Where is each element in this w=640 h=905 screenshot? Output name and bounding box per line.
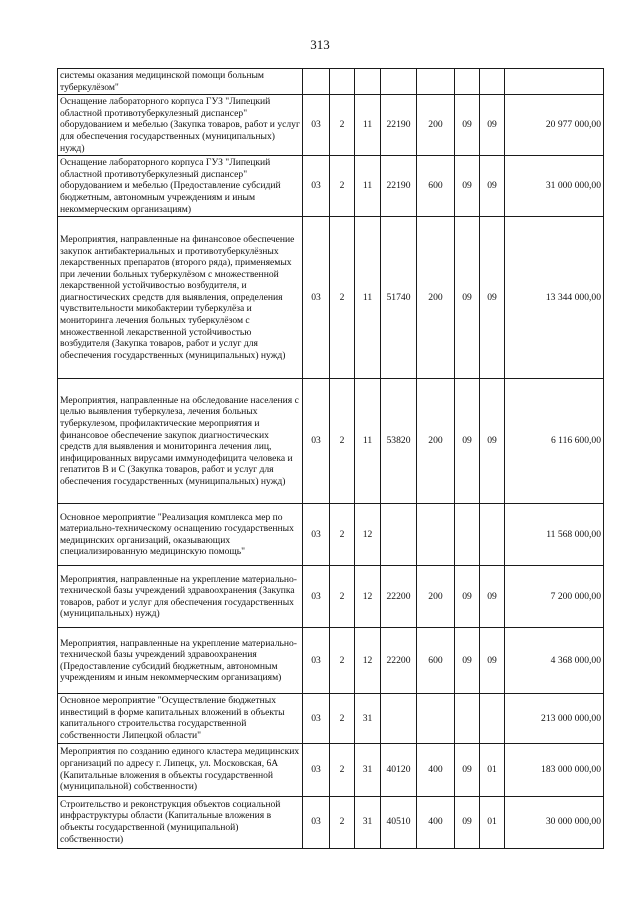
direction-code xyxy=(381,694,417,743)
row-description: Основное мероприятие "Осуществление бюджетных инвестиций в форме капитальных вложений в объекты капитального строительства государственной собственности Липецкой области" xyxy=(58,694,303,743)
direction-code: 53820 xyxy=(381,379,417,504)
expense-type-code: 600 xyxy=(417,156,455,217)
event-code: 31 xyxy=(355,796,381,848)
table-row xyxy=(58,566,604,628)
subprogram-code: 2 xyxy=(330,796,355,848)
direction-code: 22190 xyxy=(381,156,417,217)
table-row xyxy=(58,743,604,796)
subsection-code xyxy=(480,69,505,95)
amount: 30 000 000,00 xyxy=(505,796,604,848)
section-code: 09 xyxy=(455,743,480,796)
table-row xyxy=(58,69,604,95)
event-code: 11 xyxy=(355,217,381,379)
row-description: системы оказания медицинской помощи больным туберкулёзом" xyxy=(58,69,303,95)
direction-code xyxy=(381,504,417,566)
table-row xyxy=(58,95,604,156)
amount: 31 000 000,00 xyxy=(505,156,604,217)
amount: 11 568 000,00 xyxy=(505,504,604,566)
direction-code: 22200 xyxy=(381,628,417,694)
program-code: 03 xyxy=(303,628,330,694)
row-description: Мероприятия, направленные на обследование населения с целью выявления туберкулеза, лечения больных туберкулезом, профилактические мероприятия и финансовое обеспечение закупок диагностических средств для выявления и мониторинга лечения лиц, инфицированных вирусами иммунодефицита человека и гепатитов B и C (Закупка товаров, работ и услуг для обеспечения государственных (муниципальных) нужд) xyxy=(58,379,303,504)
section-code: 09 xyxy=(455,796,480,848)
amount: 6 116 600,00 xyxy=(505,379,604,504)
expense-type-code: 200 xyxy=(417,566,455,628)
amount: 13 344 000,00 xyxy=(505,217,604,379)
table-row xyxy=(58,628,604,694)
subsection-code: 09 xyxy=(480,379,505,504)
program-code xyxy=(303,69,330,95)
section-code: 09 xyxy=(455,217,480,379)
amount xyxy=(505,69,604,95)
subprogram-code: 2 xyxy=(330,504,355,566)
direction-code: 40120 xyxy=(381,743,417,796)
section-code: 09 xyxy=(455,628,480,694)
row-description: Строительство и реконструкция объектов социальной инфраструктуры области (Капитальные вложения в объекты государственной (муниципальной) собственности) xyxy=(58,796,303,848)
row-description: Оснащение лабораторного корпуса ГУЗ "Липецкий областной противотуберкулезный диспансер" оборудованием и мебелью (Закупка товаров, работ и услуг для обеспечения государственных (муниципальных) нужд) xyxy=(58,95,303,156)
direction-code xyxy=(381,69,417,95)
table-row xyxy=(58,379,604,504)
row-description: Мероприятия, направленные на укрепление материально-технической базы учреждений здравоохранения (Закупка товаров, работ и услуг для обеспечения государственных (муниципальных) нужд) xyxy=(58,566,303,628)
subprogram-code: 2 xyxy=(330,156,355,217)
subprogram-code: 2 xyxy=(330,379,355,504)
subsection-code xyxy=(480,504,505,566)
program-code: 03 xyxy=(303,743,330,796)
subsection-code: 01 xyxy=(480,796,505,848)
row-description: Оснащение лабораторного корпуса ГУЗ "Липецкий областной противотуберкулезный диспансер" оборудованием и мебелью (Предоставление субсидий бюджетным, автономным учреждениям и иным некоммерческим организациям) xyxy=(58,156,303,217)
subprogram-code: 2 xyxy=(330,743,355,796)
section-code: 09 xyxy=(455,95,480,156)
table-row xyxy=(58,504,604,566)
subsection-code: 09 xyxy=(480,566,505,628)
amount: 20 977 000,00 xyxy=(505,95,604,156)
subsection-code: 01 xyxy=(480,743,505,796)
subprogram-code: 2 xyxy=(330,694,355,743)
program-code: 03 xyxy=(303,566,330,628)
expense-type-code: 200 xyxy=(417,217,455,379)
subsection-code xyxy=(480,694,505,743)
section-code xyxy=(455,694,480,743)
event-code: 31 xyxy=(355,743,381,796)
subsection-code: 09 xyxy=(480,95,505,156)
subsection-code: 09 xyxy=(480,156,505,217)
program-code: 03 xyxy=(303,95,330,156)
section-code: 09 xyxy=(455,156,480,217)
subsection-code: 09 xyxy=(480,217,505,379)
event-code: 12 xyxy=(355,566,381,628)
section-code xyxy=(455,504,480,566)
subsection-code: 09 xyxy=(480,628,505,694)
row-description: Мероприятия по созданию единого кластера медицинских организаций по адресу г. Липецк, ул. Московская, 6А (Капитальные вложения в объекты государственной (муниципальной) собственности) xyxy=(58,743,303,796)
row-description: Основное мероприятие "Реализация комплекса мер по материально-техническому оснащению государственных медицинских организаций, оказывающих специализированную медицинскую помощь" xyxy=(58,504,303,566)
event-code: 11 xyxy=(355,379,381,504)
row-description: Мероприятия, направленные на финансовое обеспечение закупок антибактериальных и противотуберкулёзных лекарственных препаратов (второго ряда), применяемых при лечении больных туберкулёзом с множественной лекарственной устойчивостью возбудителя, и диагностических средств для выявления, определения чувствительности микобактерии туберкулёза и мониторинга лечения больных туберкулёзом с множественной лекарственной устойчивостью возбудителя (Закупка товаров, работ и услуг для обеспечения государственных (муниципальных) нужд) xyxy=(58,217,303,379)
expense-type-code: 400 xyxy=(417,796,455,848)
direction-code: 22200 xyxy=(381,566,417,628)
subprogram-code: 2 xyxy=(330,628,355,694)
direction-code: 22190 xyxy=(381,95,417,156)
direction-code: 51740 xyxy=(381,217,417,379)
expense-type-code xyxy=(417,504,455,566)
program-code: 03 xyxy=(303,379,330,504)
event-code xyxy=(355,69,381,95)
expense-type-code: 200 xyxy=(417,379,455,504)
table-row xyxy=(58,694,604,743)
amount: 213 000 000,00 xyxy=(505,694,604,743)
program-code: 03 xyxy=(303,504,330,566)
amount: 183 000 000,00 xyxy=(505,743,604,796)
expense-type-code xyxy=(417,694,455,743)
program-code: 03 xyxy=(303,694,330,743)
subprogram-code xyxy=(330,69,355,95)
event-code: 12 xyxy=(355,504,381,566)
expense-type-code: 600 xyxy=(417,628,455,694)
section-code xyxy=(455,69,480,95)
amount: 7 200 000,00 xyxy=(505,566,604,628)
amount: 4 368 000,00 xyxy=(505,628,604,694)
event-code: 11 xyxy=(355,95,381,156)
subprogram-code: 2 xyxy=(330,217,355,379)
section-code: 09 xyxy=(455,379,480,504)
event-code: 31 xyxy=(355,694,381,743)
row-description: Мероприятия, направленные на укрепление материально-технической базы учреждений здравоохранения (Предоставление субсидий бюджетным, автономным учреждениям и иным некоммерческим организациям) xyxy=(58,628,303,694)
subprogram-code: 2 xyxy=(330,95,355,156)
program-code: 03 xyxy=(303,217,330,379)
direction-code: 40510 xyxy=(381,796,417,848)
page-number: 313 xyxy=(310,37,330,52)
event-code: 12 xyxy=(355,628,381,694)
table-row xyxy=(58,217,604,379)
subprogram-code: 2 xyxy=(330,566,355,628)
event-code: 11 xyxy=(355,156,381,217)
program-code: 03 xyxy=(303,796,330,848)
expense-type-code: 200 xyxy=(417,95,455,156)
expense-type-code xyxy=(417,69,455,95)
budget-table xyxy=(57,68,604,849)
expense-type-code: 400 xyxy=(417,743,455,796)
program-code: 03 xyxy=(303,156,330,217)
budget-table-body xyxy=(58,69,604,849)
table-row xyxy=(58,796,604,848)
table-row xyxy=(58,156,604,217)
section-code: 09 xyxy=(455,566,480,628)
